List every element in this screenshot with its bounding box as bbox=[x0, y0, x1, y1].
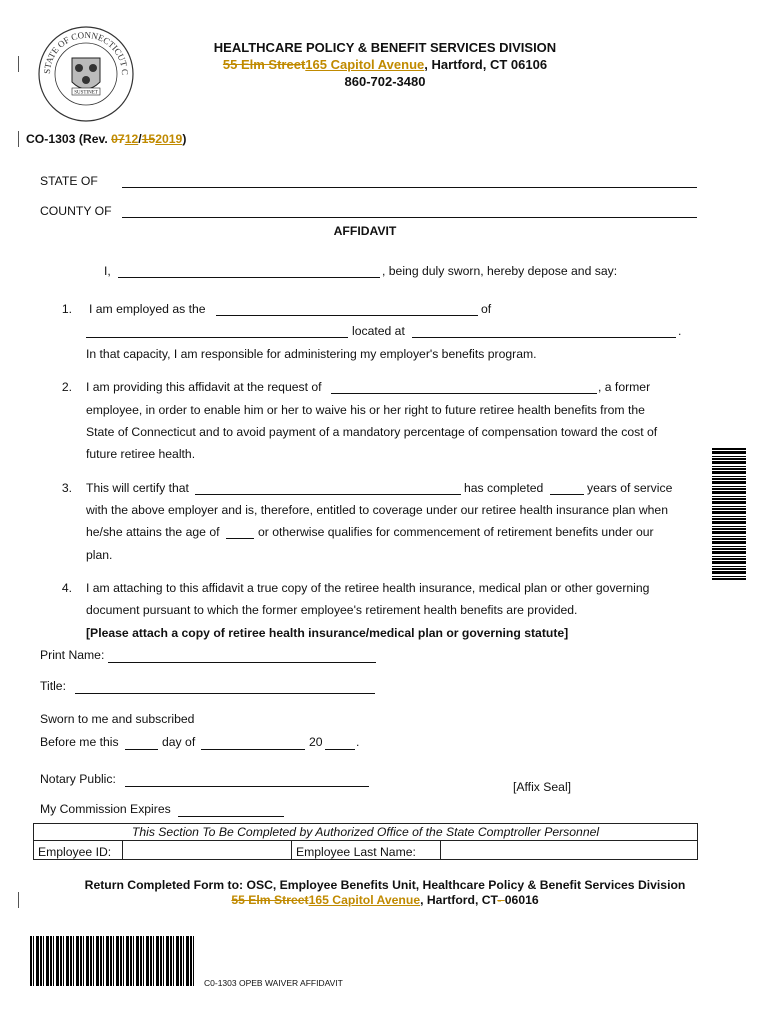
affidavit-title: AFFIDAVIT bbox=[333, 224, 397, 238]
item-3-line-2: with the above employer and is, therefore, entitled to coverage under our retiree health insurance plan when bbox=[86, 503, 668, 517]
item-3-number: 3. bbox=[61, 481, 72, 495]
footer-barcode bbox=[30, 936, 196, 986]
county-of-field[interactable] bbox=[122, 203, 697, 218]
attachment-instruction: [Please attach a copy of retiree health insurance/medical plan or governing statute] bbox=[86, 626, 569, 640]
item-4-number: 4. bbox=[61, 581, 72, 595]
state-of-label: STATE OF bbox=[40, 174, 98, 188]
footer-form-name: C0-1303 OPEB WAIVER AFFIDAVIT bbox=[204, 978, 343, 988]
header-address bbox=[150, 57, 620, 72]
item-1-number: 1. bbox=[61, 302, 72, 316]
form-month-new: 12 bbox=[124, 132, 139, 146]
division-heading: HEALTHCARE POLICY & BENEFIT SERVICES DIVISION bbox=[213, 40, 557, 55]
item-2-line-4: future retiree health. bbox=[86, 447, 196, 461]
form-id: CO-1303 (Rev. 0712/152019) bbox=[26, 132, 187, 146]
before-me-text: Before me this bbox=[40, 735, 119, 749]
commission-expires-label: My Commission Expires bbox=[40, 802, 171, 816]
return-address-new: 165 Capitol Avenue bbox=[308, 893, 421, 907]
county-of-label: COUNTY OF bbox=[40, 204, 112, 218]
return-address-old: 55 Elm Street bbox=[231, 893, 309, 907]
item-4-line-2: document pursuant to which the former employee's retirement health benefits are provided. bbox=[86, 603, 578, 617]
day-of-text: day of bbox=[162, 735, 196, 749]
return-instruction: Return Completed Form to: OSC, Employee Benefits Unit, Healthcare Policy & Benefit Services Division bbox=[84, 878, 686, 892]
notary-public-label: Notary Public: bbox=[40, 772, 116, 786]
former-employee-field[interactable] bbox=[331, 380, 597, 394]
item-3-line-3a: he/she attains the age of bbox=[86, 525, 220, 539]
month-field[interactable] bbox=[201, 736, 305, 750]
day-field[interactable] bbox=[125, 736, 158, 750]
header-address-city: , Hartford, CT 06106 bbox=[424, 57, 548, 72]
form-month-old: 07 bbox=[111, 132, 125, 146]
item-1-text-d: . bbox=[678, 324, 682, 338]
years-of-service-field[interactable] bbox=[550, 481, 584, 495]
item-2-line-3: State of Connecticut and to avoid payment of a mandatory percentage of compensation toward the cost of bbox=[86, 425, 658, 439]
item-1-text-a: I am employed as the bbox=[89, 302, 206, 316]
notary-public-field[interactable] bbox=[125, 773, 369, 787]
admin-caption: This Section To Be Completed by Authorized Office of the State Comptroller Personnel bbox=[34, 824, 698, 841]
form-day-old: 15 bbox=[141, 132, 156, 146]
item-3-line-4: plan. bbox=[86, 548, 113, 562]
print-name-label: Print Name: bbox=[40, 648, 105, 662]
header-phone: 860-702-3480 bbox=[344, 74, 426, 89]
item-3-text-c: years of service bbox=[587, 481, 673, 495]
employee-last-name-field[interactable] bbox=[441, 841, 698, 860]
state-seal bbox=[36, 24, 136, 124]
item-4-line-1: I am attaching to this affidavit a true copy of the retiree health insurance, medical plan or other governing bbox=[86, 581, 650, 595]
item-2-number: 2. bbox=[61, 380, 72, 394]
title-field[interactable] bbox=[75, 680, 375, 694]
item-2-text-b: , a former bbox=[598, 380, 651, 394]
item-1-text-e: In that capacity, I am responsible for administering my employer's benefits program. bbox=[86, 347, 537, 361]
intro-suffix: , being duly sworn, hereby depose and say: bbox=[382, 264, 618, 278]
year-prefix-text: 20 bbox=[309, 735, 323, 749]
form-year: 2019 bbox=[155, 132, 183, 146]
title-label: Title: bbox=[40, 679, 66, 693]
employee-id-field[interactable] bbox=[123, 841, 292, 860]
job-title-field[interactable] bbox=[216, 302, 478, 316]
header-address-new: 165 Capitol Avenue bbox=[305, 57, 425, 72]
item-3-line-3b: or otherwise qualifies for commencement of retirement benefits under our bbox=[258, 525, 654, 539]
certified-employee-field[interactable] bbox=[195, 481, 461, 495]
item-2-text-a: I am providing this affidavit at the request of bbox=[86, 380, 322, 394]
year-period: . bbox=[356, 735, 360, 749]
return-address: 55 Elm Street165 Capitol Avenue, Hartford, CT- 06016 bbox=[231, 893, 539, 907]
affix-seal-label: [Affix Seal] bbox=[513, 780, 572, 794]
commission-expires-field[interactable] bbox=[178, 803, 284, 817]
year-field[interactable] bbox=[325, 736, 355, 750]
state-of-field[interactable] bbox=[122, 173, 697, 188]
sworn-text: Sworn to me and subscribed bbox=[40, 712, 195, 726]
affiant-name-field[interactable] bbox=[118, 264, 380, 278]
employer-field[interactable] bbox=[86, 324, 348, 338]
print-name-field[interactable] bbox=[108, 649, 376, 663]
item-3-text-a: This will certify that bbox=[86, 481, 189, 495]
retirement-age-field[interactable] bbox=[226, 525, 254, 539]
employee-last-name-label: Employee Last Name: bbox=[292, 841, 441, 860]
item-2-line-2: employee, in order to enable him or her to waive his or her right to future retiree health benefits from the bbox=[86, 403, 645, 417]
margin-change-mark bbox=[18, 131, 19, 147]
item-3-text-b: has completed bbox=[464, 481, 544, 495]
seal-motto: SUSTINET bbox=[74, 90, 98, 96]
employee-id-label: Employee ID: bbox=[34, 841, 123, 860]
item-1-text-b: of bbox=[481, 302, 492, 316]
margin-change-mark bbox=[18, 56, 19, 72]
side-barcode bbox=[712, 448, 746, 580]
employer-location-field[interactable] bbox=[412, 324, 676, 338]
seal-text: STATE OF CONNECTICUT C bbox=[41, 29, 131, 76]
return-dash-old: - bbox=[497, 893, 505, 907]
item-1-text-c: located at bbox=[352, 324, 405, 338]
admin-section bbox=[33, 823, 698, 860]
header-address-old: 55 Elm Street bbox=[222, 57, 306, 72]
intro-prefix: I, bbox=[104, 264, 111, 278]
